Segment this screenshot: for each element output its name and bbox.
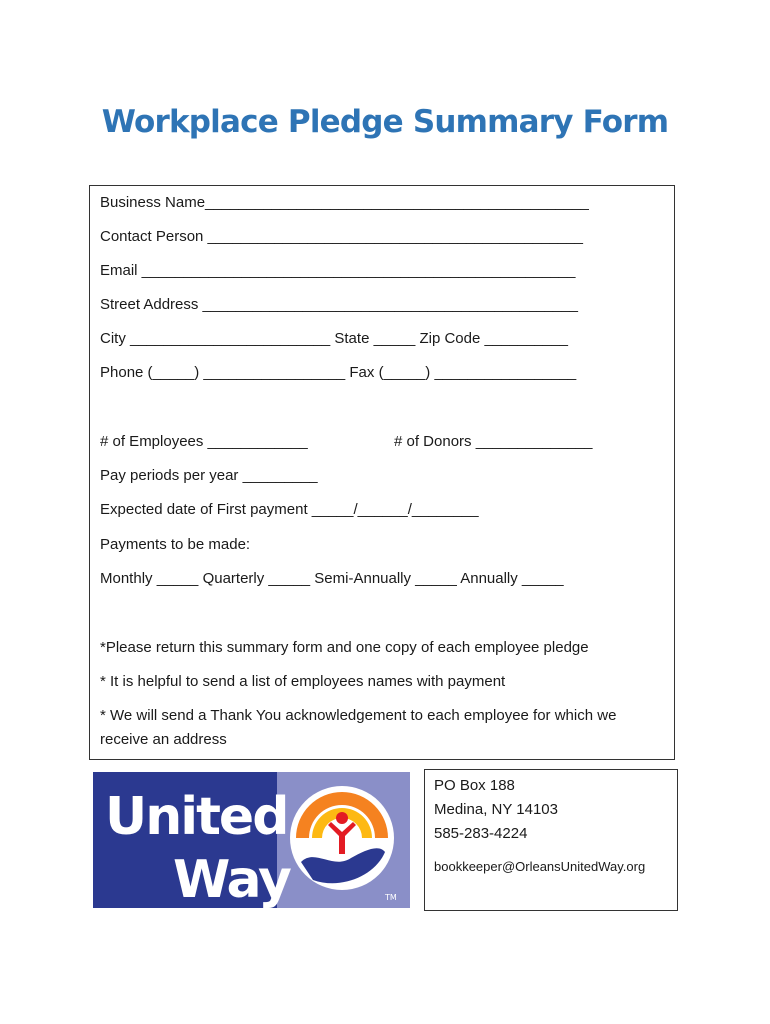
- expected-date-field[interactable]: Expected date of First payment _____/______/________: [100, 501, 479, 518]
- city-state-zip-field[interactable]: City ________________________ State _____ Zip Code __________: [100, 330, 568, 347]
- contact-person-field[interactable]: Contact Person _____________________________________________: [100, 228, 583, 245]
- note-thank-you: * We will send a Thank You acknowledgement to each employee for which we: [100, 707, 617, 724]
- logo-text-united: United: [105, 787, 288, 847]
- po-box: PO Box 188: [434, 777, 515, 794]
- united-way-logo: [93, 772, 410, 908]
- donors-field[interactable]: # of Donors ______________: [394, 433, 593, 450]
- rainbow-icon: [290, 786, 394, 890]
- form-title: Workplace Pledge Summary Form: [101, 104, 669, 140]
- phone-fax-field[interactable]: Phone (_____) _________________ Fax (_____) _________________: [100, 364, 577, 381]
- trademark-mark: TM: [385, 893, 397, 902]
- email-link[interactable]: bookkeeper@OrleansUnitedWay.org: [434, 859, 646, 874]
- pay-periods-field[interactable]: Pay periods per year _________: [100, 467, 318, 484]
- logo-text-way: Way: [173, 850, 290, 908]
- business-name-field[interactable]: Business Name______________________________________________: [100, 194, 589, 211]
- city-line: Medina, NY 14103: [434, 801, 558, 818]
- phone-number: 585-283-4224: [434, 825, 528, 842]
- employees-field[interactable]: # of Employees ____________: [100, 433, 308, 450]
- note-employee-list: * It is helpful to send a list of employees names with payment: [100, 673, 506, 690]
- payment-options-field[interactable]: Monthly _____ Quarterly _____ Semi-Annually _____ Annually _____: [100, 570, 564, 587]
- payments-heading: Payments to be made:: [100, 536, 251, 553]
- note-thank-you-cont: receive an address: [100, 731, 227, 748]
- email-field[interactable]: Email ____________________________________________________: [100, 262, 576, 279]
- street-address-field[interactable]: Street Address _____________________________________________: [100, 296, 578, 313]
- note-return-form: *Please return this summary form and one copy of each employee pledge: [100, 639, 589, 656]
